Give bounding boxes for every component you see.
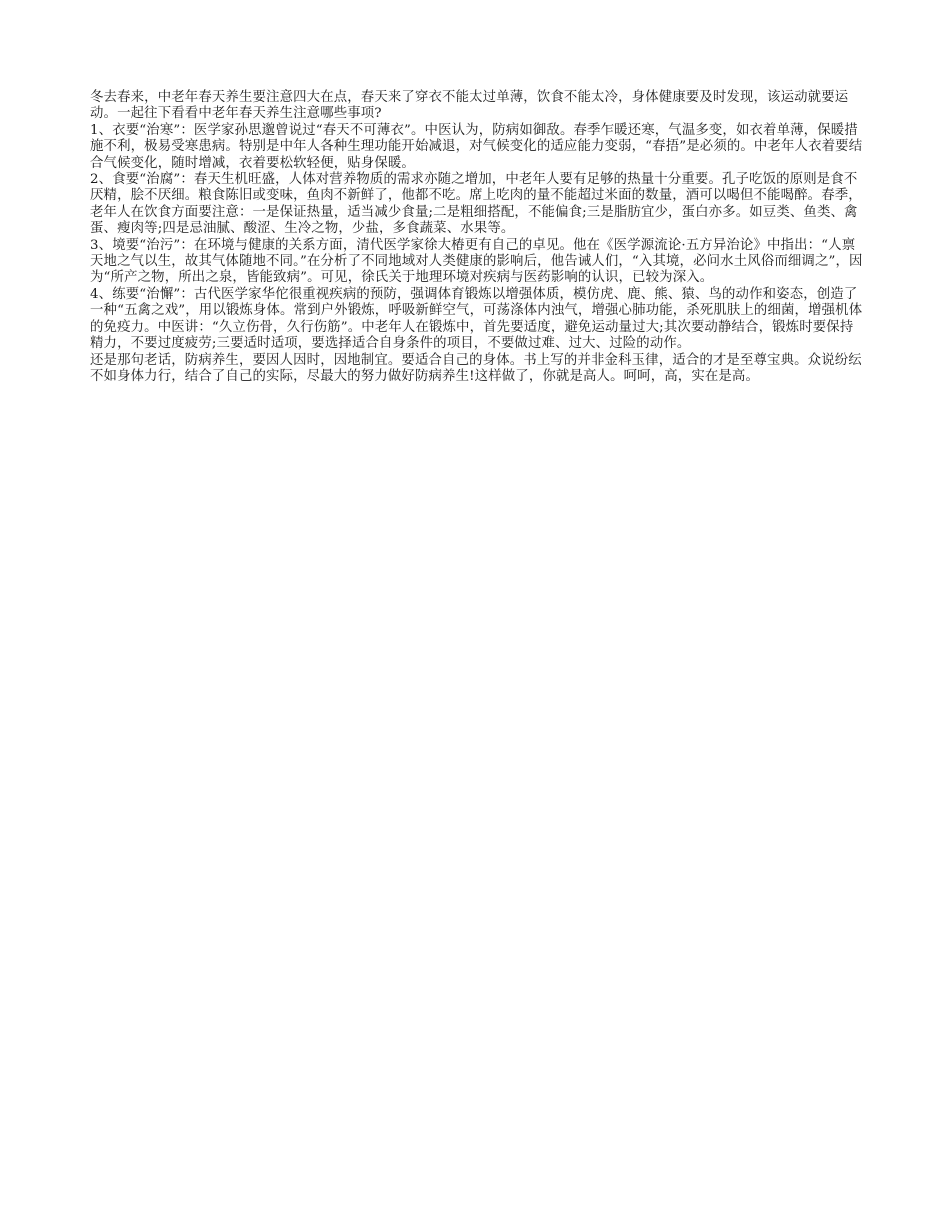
intro-paragraph: 冬去春来，中老年春天养生要注意四大在点，春天来了穿衣不能太过单薄，饮食不能太冷，身体健康要及时发现，该运动就要运动。一起往下看看中老年春天养生注意哪些事项? [90, 90, 849, 122]
section-diet-paragraph: 2、食要“治腐”：春天生机旺盛，人体对营养物质的需求亦随之增加，中老年人要有足够的热量十分重要。孔子吃饭的原则是食不厌精，脍不厌细。粮食陈旧或变味，鱼肉不新鲜了，他都不吃。席上吃肉的量不能超过米面的数量，酒可以喝但不能喝醉。春季，老年人在饮食方面要注意：一是保证热量，适当减少食量;二是粗细搭配，不能偏食;三是脂肪宜少，蛋白亦多。如豆类、鱼类、禽蛋、瘦肉等;四是忌油腻、酸涩、生冷之物，少盐，多食蔬菜、水果等。 [90, 172, 862, 237]
section-exercise-paragraph: 4、练要“治懈”：古代医学家华佗很重视疾病的预防，强调体育锻炼以增强体质，模仿虎、鹿、熊、猿、鸟的动作和姿态，创造了一种“五禽之戏”，用以锻炼身体。常到户外锻炼，呼吸新鲜空气，可荡涤体内浊气，增强心肺功能，杀死肌肤上的细菌，增强机体的免疫力。中医讲：“久立伤骨，久行伤筋”。中老年人在锻炼中，首先要适度，避免运动量过大;其次要动静结合，锻炼时要保持精力，不要过度疲劳;三要适时适项，要选择适合自身条件的项目，不要做过难、过大、过险的动作。 [90, 286, 863, 352]
conclusion-paragraph: 还是那句老话，防病养生，要因人因时，因地制宜。要适合自己的身体。书上写的并非金科玉律，适合的才是至尊宝典。众说纷纭不如身体力行，结合了自己的实际，尽最大的努力做好防病养生!这样做了，你就是高人。呵呵，高，实在是高。 [90, 352, 862, 384]
document-body [90, 90, 865, 385]
section-clothing-paragraph: 1、衣要“治寒”：医学家孙思邈曾说过“春天不可薄衣”。中医认为，防病如御敌。春季乍暖还寒，气温多变，如衣着单薄，保暖措施不利，极易受寒患病。特别是中年人各种生理功能开始减退，对气候变化的适应能力变弱，“春捂”是必须的。中老年人衣着要结合气候变化，随时增减，衣着要松软轻便，贴身保暖。 [90, 122, 863, 171]
section-environment-paragraph: 3、境要“治污”：在环境与健康的关系方面，清代医学家徐大椿更有自己的卓见。他在《医学源流论·五方异治论》中指出：“人禀天地之气以生，故其气体随地不同。”在分析了不同地域对人类健康的影响后，他告诫人们，“入其境，必问水土风俗而细调之”，因为“所产之物，所出之泉，皆能致病”。可见，徐氏关于地理环境对疾病与医药影响的认识，已较为深入。 [90, 237, 863, 286]
